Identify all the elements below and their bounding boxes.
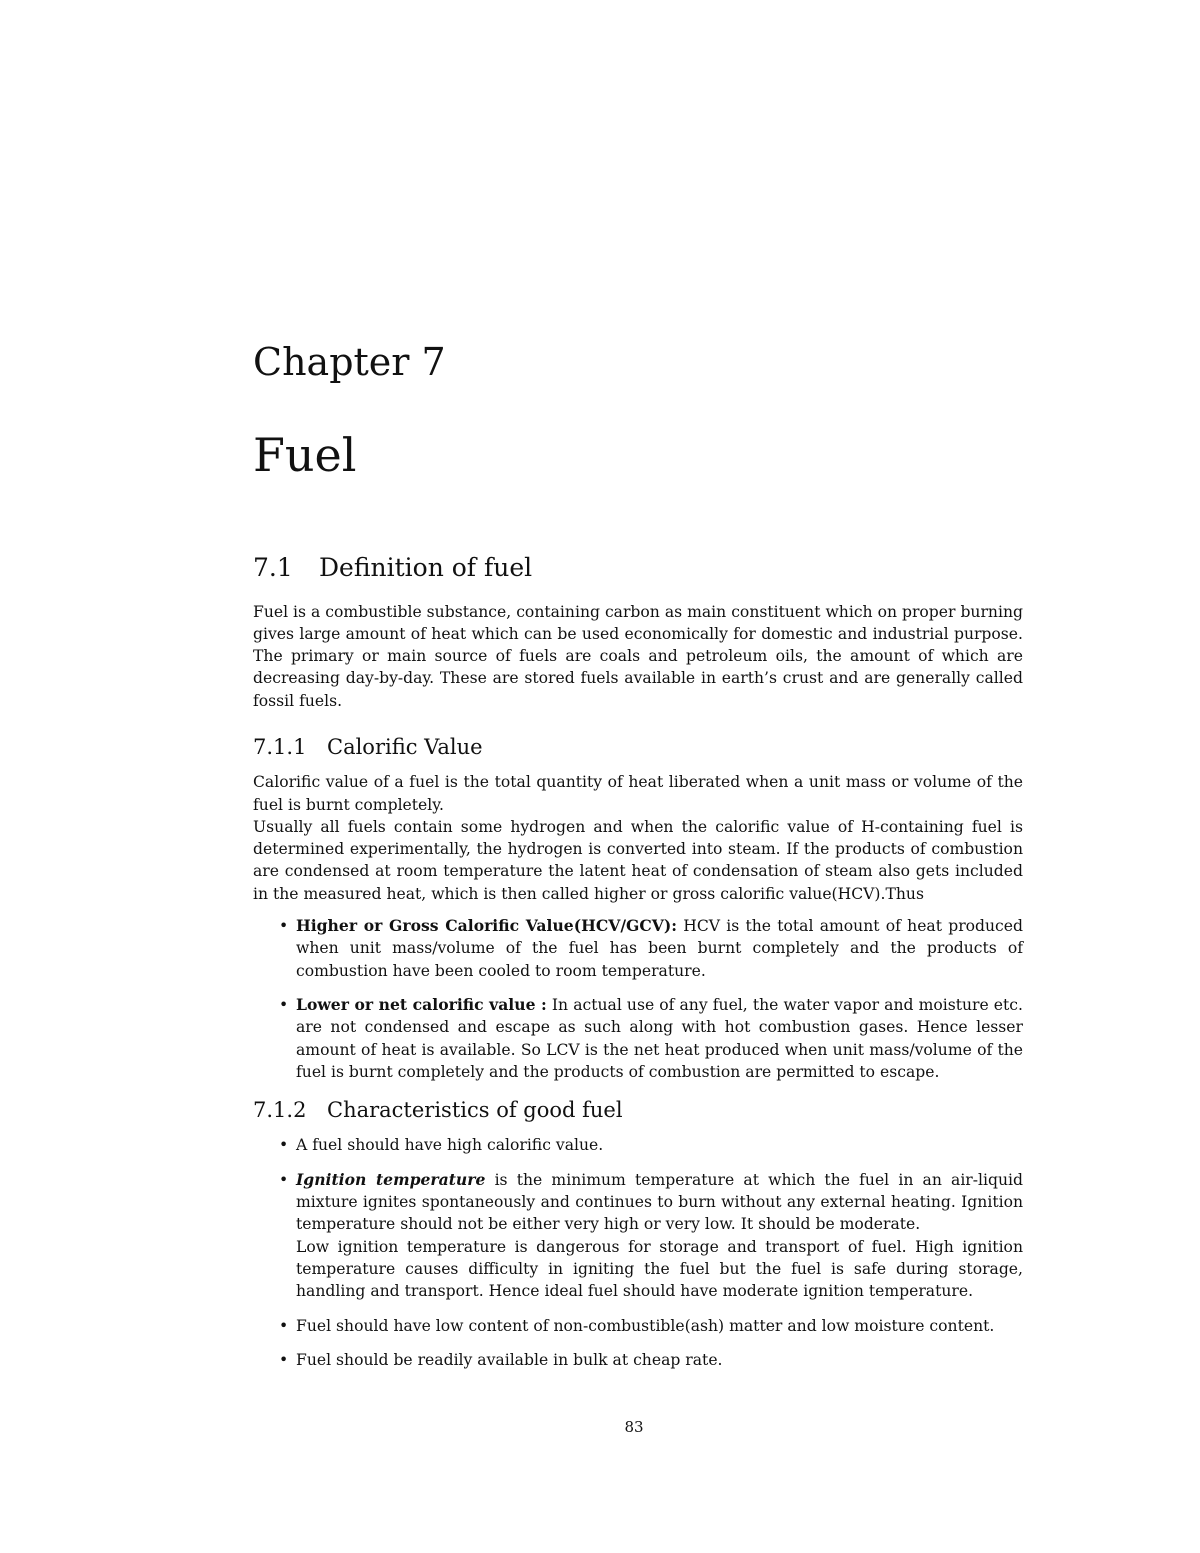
subsection-heading-characteristics	[253, 1097, 1023, 1124]
term-lcv: Lower or net calorific value :	[296, 994, 547, 1014]
calorific-paragraph-2: Usually all fuels contain some hydrogen and when the calorific value of H-containing fuel is determined experimentally, the hydrogen is converted into steam. If the products of combustion are condensed at room temperature the latent heat of condensation of steam also gets included in the measured heat, which is then called higher or gross calorific value(HCV).Thus	[253, 817, 1023, 903]
characteristics-list	[253, 1134, 1023, 1371]
bullet-icon: •	[279, 995, 289, 1014]
definition-lcv: In actual use of any fuel, the water vapor and moisture etc. are not condensed and escape as such along with hot combustion gases. Hence lesser amount of heat is available. So LCV is the net heat produced when unit mass/volume of the fuel is burnt completely and the products of combustion are permitted to escape.	[296, 995, 1023, 1081]
term-ignition-temperature: Ignition temperature	[296, 1169, 486, 1189]
item-text-continued: Low ignition temperature is dangerous for storage and transport of fuel. High ignition temperature causes difficulty in igniting the fuel but the fuel is safe during storage, handling and transport. Hence ideal fuel should have moderate ignition temperature.	[296, 1237, 1023, 1301]
section-number: 7.1	[253, 553, 293, 582]
bullet-icon: •	[279, 1170, 289, 1189]
subsection-title: Characteristics of good fuel	[327, 1098, 623, 1123]
definition-paragraph: Fuel is a combustible substance, containing carbon as main constituent which on proper burning gives large amount of heat which can be used economically for domestic and industrial purpose. The primary or main source of fuels are coals and petroleum oils, the amount of which are decreasing day-by-day. These are stored fuels available in earth’s crust and are generally called fossil fuels.	[253, 602, 1023, 710]
item-text: Fuel should be readily available in bulk at cheap rate.	[296, 1350, 723, 1369]
bullet-icon: •	[279, 917, 289, 936]
subsection-number: 7.1.2	[253, 1098, 307, 1123]
item-text: A fuel should have high calorific value.	[296, 1136, 604, 1155]
list-item-lcv	[253, 994, 1023, 1083]
bullet-icon: •	[279, 1350, 289, 1369]
subsection-number: 7.1.1	[253, 734, 307, 759]
item-text: is the minimum temperature at which the fuel in an air-liquid mixture ignites spontaneously and continues to burn without any external heating. Ignition temperature should not be either very high or very low. It should be moderate.	[296, 1170, 1023, 1234]
section-heading	[253, 552, 1023, 585]
chapter-body	[253, 552, 1023, 1383]
term-hcv: Higher or Gross Calorific Value(HCV/GCV):	[296, 916, 678, 936]
list-item-ignition-temperature	[253, 1169, 1023, 1303]
bullet-icon: •	[279, 1136, 289, 1155]
chapter-title: Fuel	[253, 428, 357, 482]
item-text: Fuel should have low content of non-combustible(ash) matter and low moisture content.	[296, 1316, 995, 1335]
bullet-icon: •	[279, 1316, 289, 1335]
calorific-paragraph-1: Calorific value of a fuel is the total quantity of heat liberated when a unit mass or volume of the fuel is burnt completely.	[253, 773, 1023, 814]
definition-hcv: HCV is the total amount of heat produced when unit mass/volume of the fuel has been burnt completely and the products of combustion have been cooled to room temperature.	[296, 917, 1024, 980]
subsection-title: Calorific Value	[327, 734, 483, 759]
list-item-calorific-value	[253, 1134, 1023, 1156]
list-item-hcv	[253, 915, 1023, 982]
calorific-list	[253, 915, 1023, 1083]
list-item-ash-content	[253, 1315, 1023, 1337]
chapter-label: Chapter 7	[253, 340, 446, 384]
page-number: 83	[624, 1418, 644, 1436]
section-title: Definition of fuel	[319, 553, 533, 582]
subsection-heading-calorific	[253, 734, 1023, 761]
list-item-availability	[253, 1349, 1023, 1371]
